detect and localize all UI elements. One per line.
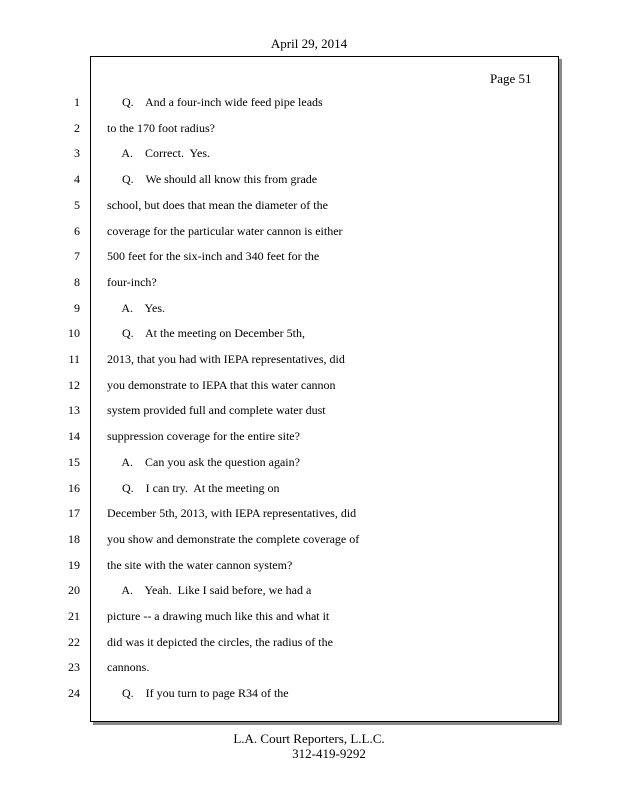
- line-number: 3: [74, 146, 80, 160]
- line-number: 1: [74, 95, 80, 109]
- line-number: 23: [68, 660, 80, 674]
- line-number: 10: [68, 326, 80, 340]
- transcript-line: 500 feet for the six-inch and 340 feet for the: [107, 249, 320, 263]
- transcript-line: coverage for the particular water cannon is either: [107, 224, 343, 238]
- line-number: 24: [68, 686, 80, 700]
- line-number: 4: [74, 172, 80, 186]
- transcript-line: Q. If you turn to page R34 of the: [107, 686, 289, 700]
- transcript-line: picture -- a drawing much like this and what it: [107, 609, 330, 623]
- transcript-line: the site with the water cannon system?: [107, 558, 293, 572]
- transcript-line: Q. And a four-inch wide feed pipe leads: [107, 95, 323, 109]
- transcript-line: to the 170 foot radius?: [107, 121, 215, 135]
- footer-phone: 312-419-9292: [292, 746, 366, 761]
- transcript-line: did was it depicted the circles, the radius of the: [107, 635, 333, 649]
- line-number: 8: [74, 275, 80, 289]
- line-number: 14: [68, 429, 80, 443]
- transcript-line: cannons.: [107, 660, 150, 674]
- header-date: April 29, 2014: [270, 36, 348, 51]
- transcript-line: system provided full and complete water dust: [107, 403, 326, 417]
- line-number: 6: [74, 224, 80, 238]
- transcript-line: you show and demonstrate the complete coverage of: [107, 532, 360, 546]
- transcript-line: A. Yeah. Like I said before, we had a: [107, 583, 312, 597]
- line-number: 18: [68, 532, 80, 546]
- line-number: 5: [74, 198, 80, 212]
- line-number: 2: [74, 121, 80, 135]
- line-number: 17: [68, 506, 80, 520]
- transcript-line: Q. At the meeting on December 5th,: [107, 326, 305, 340]
- line-number: 9: [74, 301, 80, 315]
- transcript-line: A. Can you ask the question again?: [107, 455, 300, 469]
- line-number: 13: [68, 403, 80, 417]
- line-number: 11: [68, 352, 80, 366]
- transcript-line: suppression coverage for the entire site?: [107, 429, 300, 443]
- line-number: 21: [68, 609, 80, 623]
- transcript-line: A. Correct. Yes.: [107, 146, 211, 160]
- transcript-line: December 5th, 2013, with IEPA representatives, did: [107, 506, 357, 520]
- transcript-line: you demonstrate to IEPA that this water cannon: [107, 378, 336, 392]
- transcript-line: A. Yes.: [107, 301, 166, 315]
- line-number: 22: [68, 635, 80, 649]
- line-number: 12: [68, 378, 80, 392]
- line-number: 7: [74, 249, 80, 263]
- page-number: Page 51: [490, 71, 532, 86]
- transcript-line: school, but does that mean the diameter of the: [107, 198, 328, 212]
- line-number: 20: [68, 583, 80, 597]
- transcript-line: Q. I can try. At the meeting on: [107, 481, 280, 495]
- line-number: 19: [68, 558, 80, 572]
- transcript-line: Q. We should all know this from grade: [107, 172, 318, 186]
- footer: [0, 731, 618, 761]
- line-number: 16: [68, 481, 80, 495]
- transcript-line: four-inch?: [107, 275, 157, 289]
- line-number: 15: [68, 455, 80, 469]
- footer-company: L.A. Court Reporters, L.L.C.: [233, 731, 385, 746]
- transcript-line: 2013, that you had with IEPA representatives, did: [107, 352, 345, 366]
